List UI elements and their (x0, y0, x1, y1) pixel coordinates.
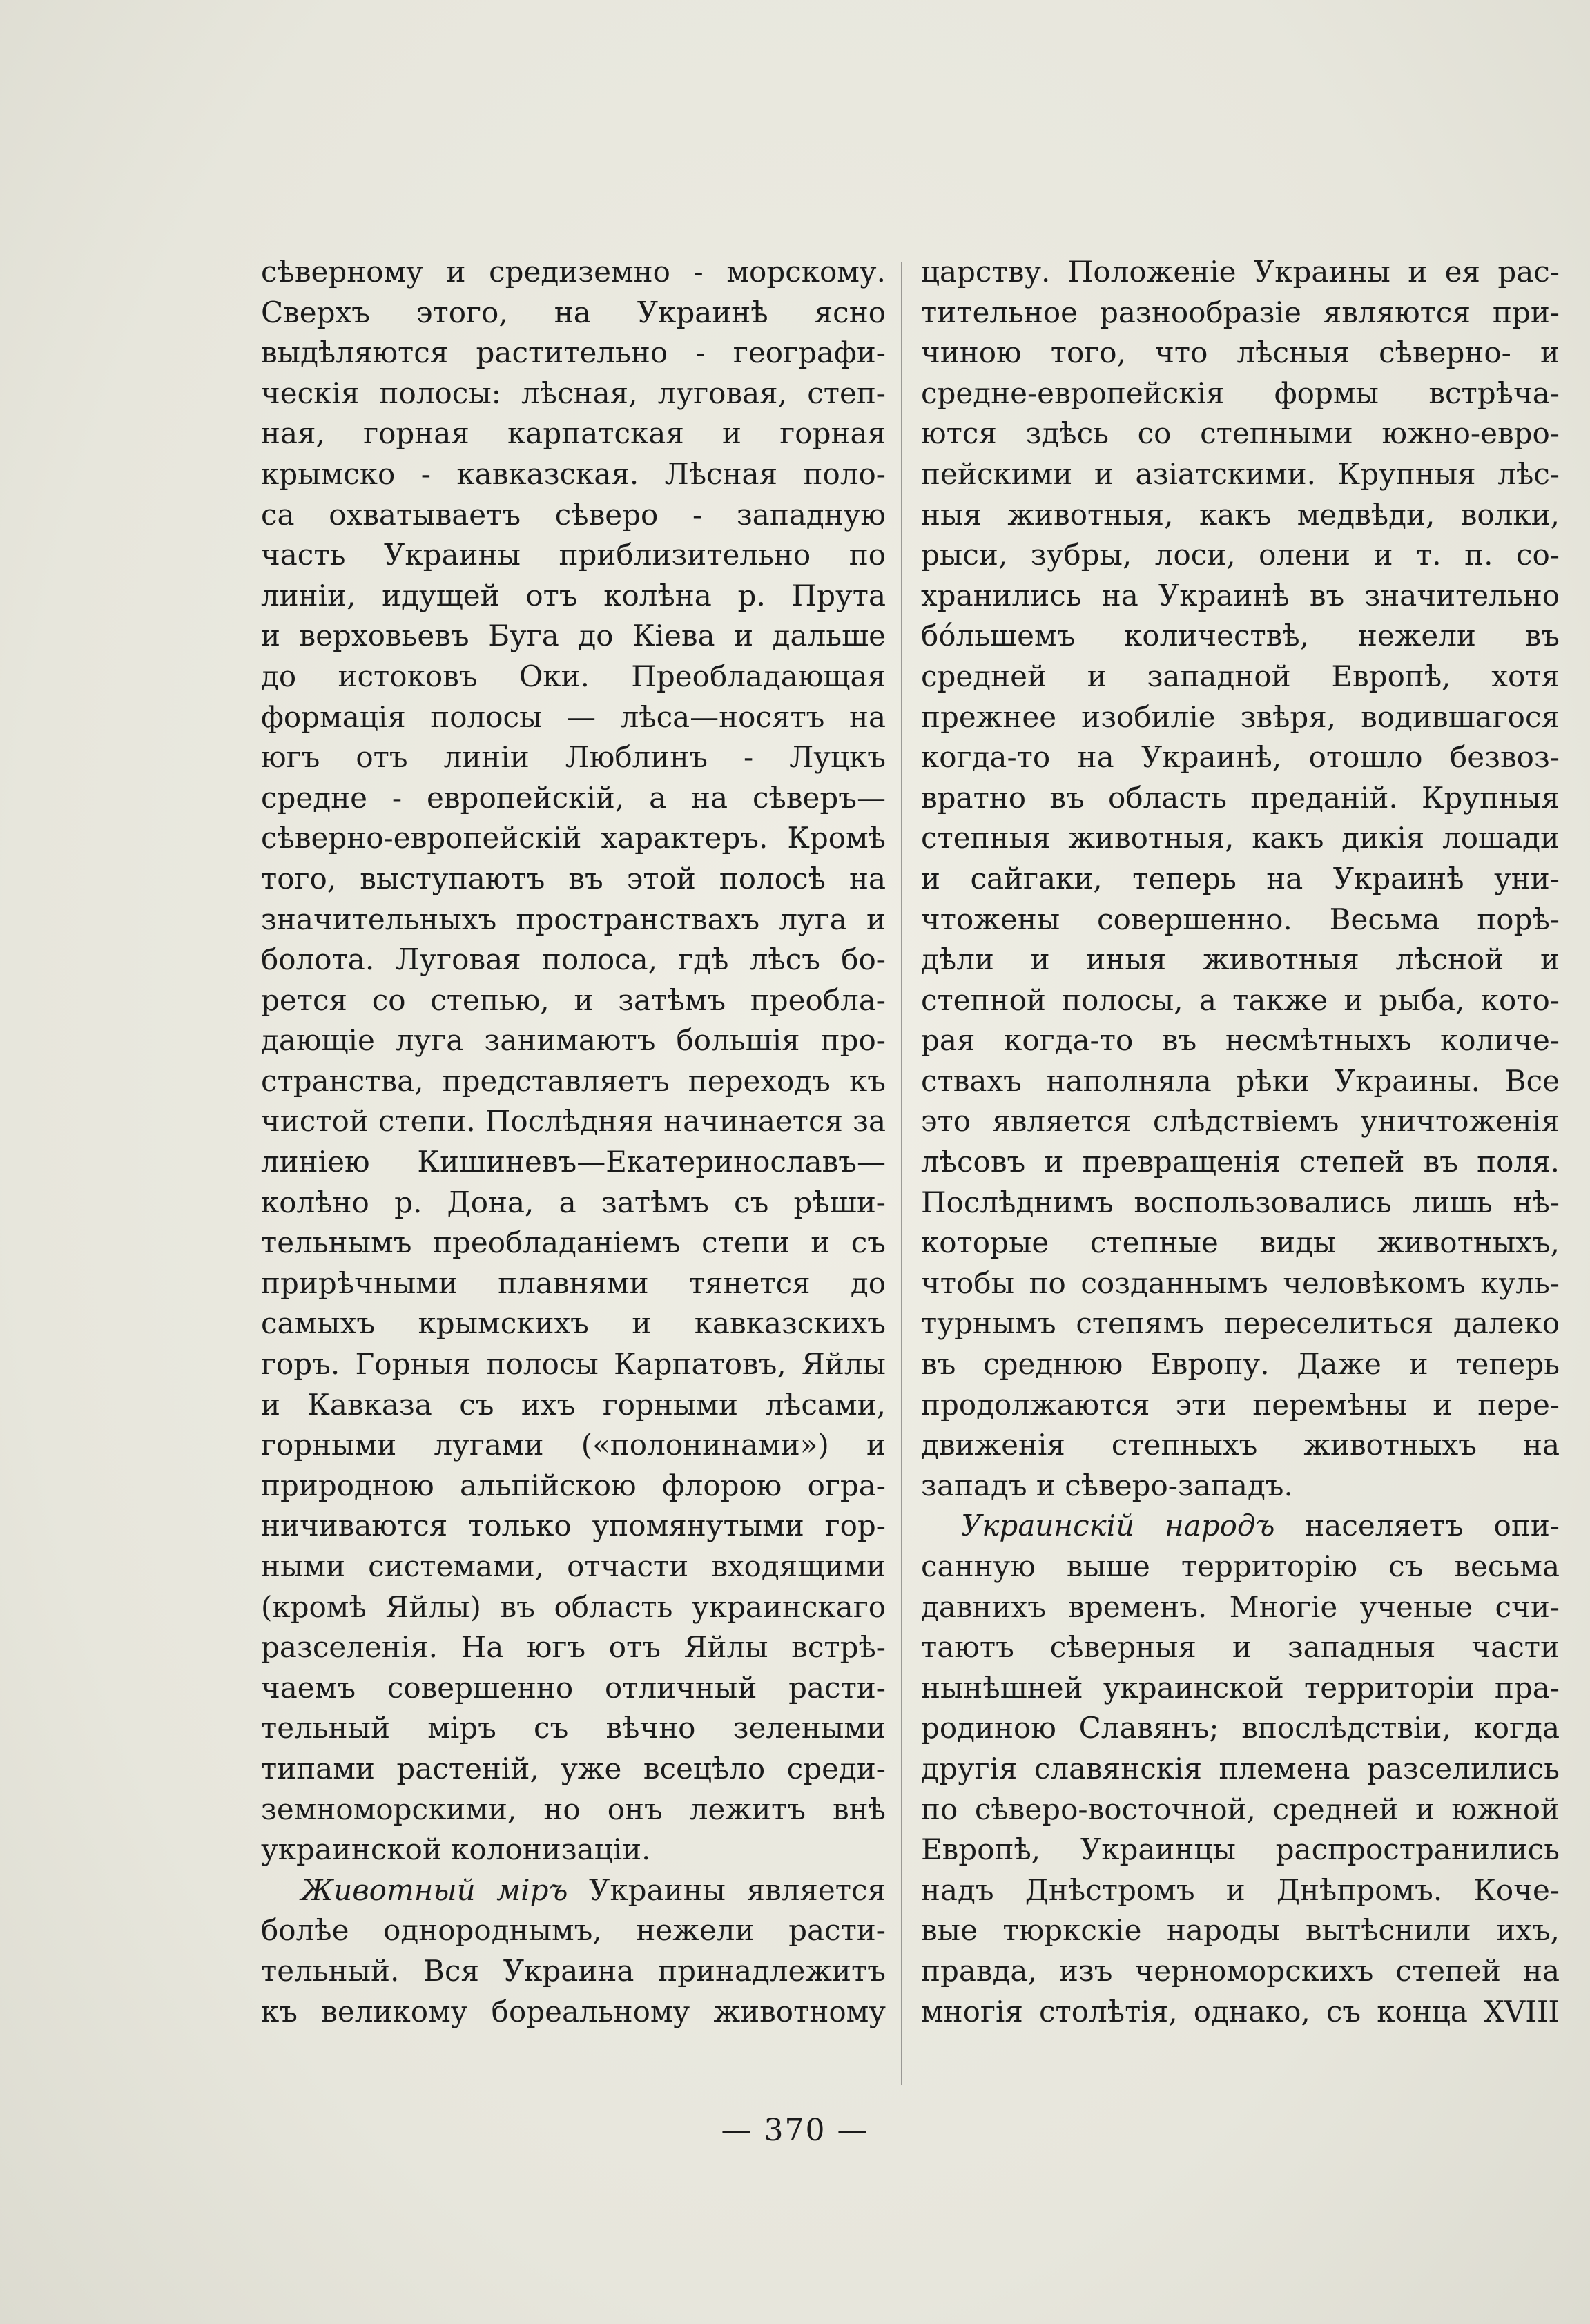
right-text-column (921, 252, 1560, 2032)
text-line (921, 1425, 1560, 1466)
line-text: тительное разнообразіе являются при- (921, 295, 1560, 329)
text-line (921, 1870, 1560, 1911)
line-text: земноморскими, но онъ лежитъ внѣ (261, 1792, 886, 1826)
line-text: болѣе однороднымъ, нежели расти- (261, 1913, 886, 1948)
text-line (921, 657, 1560, 697)
text-line (921, 374, 1560, 414)
text-line (921, 1061, 1560, 1102)
text-line (921, 1385, 1560, 1426)
line-text: многія столѣтія, однако, съ конца XVIII (921, 1994, 1560, 2028)
text-line (921, 1101, 1560, 1142)
text-line (261, 1061, 886, 1102)
text-line (261, 940, 886, 980)
text-line (261, 252, 886, 293)
line-text: прежнее изобиліе звѣря, водившагося (921, 699, 1560, 734)
line-text: чиною того, что лѣсныя сѣверно- и (921, 336, 1560, 370)
text-line (261, 1708, 886, 1749)
line-text: тельный. Вся Украина принадлежитъ (261, 1953, 886, 1988)
text-line (261, 374, 886, 414)
line-text: къ великому бореальному животному (261, 1994, 886, 2028)
text-line (261, 818, 886, 859)
text-line (921, 414, 1560, 454)
text-line (261, 1951, 886, 1992)
text-line (921, 454, 1560, 495)
line-text: значительныхъ пространствахъ луга и (261, 902, 886, 936)
text-line (261, 697, 886, 738)
line-text: средней и западной Европѣ, хотя (921, 659, 1560, 693)
text-line (261, 495, 886, 536)
line-text: хранились на Украинѣ въ значительно (921, 578, 1560, 612)
line-text: въ среднюю Европу. Даже и теперь (921, 1347, 1560, 1382)
text-line (921, 1142, 1560, 1183)
line-text: тельнымъ преобладаніемъ степи и съ (261, 1226, 886, 1260)
text-line (261, 1020, 886, 1061)
line-text: средне - европейскій, а на сѣверъ— (261, 780, 886, 815)
line-text: ныя животныя, какъ медвѣди, волки, (921, 497, 1560, 532)
text-line (261, 859, 886, 900)
text-line (261, 1304, 886, 1344)
line-text: и Кавказа съ ихъ горными лѣсами, (261, 1387, 886, 1422)
line-text: степныя животныя, какъ дикія лошади (921, 821, 1560, 855)
text-line (261, 1547, 886, 1587)
line-text: самыхъ крымскихъ и кавказскихъ (261, 1306, 886, 1341)
line-text: по сѣверо-восточной, средней и южной (921, 1792, 1560, 1826)
text-line (921, 616, 1560, 657)
line-text: санную выше территорію съ весьма (921, 1549, 1560, 1583)
line-text: украинской колонизаціи. (261, 1832, 651, 1867)
line-text: странства, представляетъ переходъ къ (261, 1063, 886, 1098)
line-text: царству. Положеніе Украины и ея рас- (921, 255, 1560, 289)
text-line (921, 697, 1560, 738)
line-text: другія славянскія племена разселились (921, 1751, 1560, 1785)
text-line (261, 1587, 886, 1628)
line-text: выдѣляются растительно - географи- (261, 336, 886, 370)
line-text: которые степные виды животныхъ, (921, 1226, 1560, 1260)
line-text: линіею Кишиневъ—Екатеринославъ— (261, 1145, 886, 1179)
line-text: разселенія. На югъ отъ Яйлы встрѣ- (261, 1630, 886, 1665)
text-line (921, 1910, 1560, 1951)
line-text: ствахъ наполняла рѣки Украины. Все (921, 1063, 1560, 1098)
text-line (261, 1183, 886, 1223)
line-text: нынѣшней украинской территоріи пра- (921, 1670, 1560, 1705)
text-line (921, 1951, 1560, 1992)
line-text: и сайгаки, теперь на Украинѣ уни- (921, 861, 1560, 895)
line-text: правда, изъ черноморскихъ степей на (921, 1953, 1560, 1988)
left-text-column (261, 252, 886, 2032)
line-text: Сверхъ этого, на Украинѣ ясно (261, 295, 886, 329)
text-line (261, 1263, 886, 1304)
text-line (921, 1547, 1560, 1587)
text-line (261, 657, 886, 697)
text-line (921, 1790, 1560, 1830)
line-text: Украины является (568, 1872, 886, 1907)
line-text: са охватываетъ сѣверо - западную (261, 497, 886, 532)
text-line (261, 333, 886, 374)
text-line (261, 576, 886, 617)
text-line (261, 1385, 886, 1426)
line-text: колѣно р. Дона, а затѣмъ съ рѣши- (261, 1185, 886, 1219)
line-text: дѣли и иныя животныя лѣсной и (921, 942, 1560, 977)
text-line (261, 1466, 886, 1507)
text-line (261, 1425, 886, 1466)
line-text: болота. Луговая полоса, гдѣ лѣсъ бо- (261, 942, 886, 977)
text-line (921, 859, 1560, 900)
line-text: линіи, идущей отъ колѣна р. Прута (261, 578, 886, 612)
line-text: крымско - кавказская. Лѣсная поло- (261, 456, 886, 491)
line-text: западъ и сѣверо-западъ. (921, 1468, 1293, 1502)
line-text: степной полосы, а также и рыба, кото- (921, 982, 1560, 1017)
text-line (261, 778, 886, 819)
line-text: сѣверно-европейскій характеръ. Кромѣ (261, 821, 886, 855)
line-text: населяетъ опи- (1274, 1509, 1560, 1543)
line-text: родиною Славянъ; впослѣдствіи, когда (921, 1711, 1560, 1745)
text-line (921, 778, 1560, 819)
text-line (921, 333, 1560, 374)
text-line (261, 1142, 886, 1183)
line-text: горъ. Горныя полосы Карпатовъ, Яйлы (261, 1347, 886, 1382)
line-text: ными системами, отчасти входящими (261, 1549, 886, 1583)
text-line (921, 980, 1560, 1021)
text-line (261, 900, 886, 940)
text-line (921, 535, 1560, 576)
text-line (921, 1749, 1560, 1790)
line-text: давнихъ временъ. Многіе ученые счи- (921, 1589, 1560, 1624)
line-text: часть Украины приблизительно по (261, 538, 886, 572)
text-line (921, 737, 1560, 778)
text-line (261, 1790, 886, 1830)
text-line (921, 1830, 1560, 1870)
text-line (261, 980, 886, 1021)
text-line (261, 1668, 886, 1709)
line-text: надъ Днѣстромъ и Днѣпромъ. Коче- (921, 1872, 1560, 1907)
text-line (261, 293, 886, 333)
line-text: формація полосы — лѣса—носятъ на (261, 699, 886, 734)
text-line (921, 1708, 1560, 1749)
text-line (921, 1304, 1560, 1344)
text-line (261, 1749, 886, 1790)
line-text: чтожены совершенно. Весьма порѣ- (921, 902, 1560, 936)
line-text: ческія полосы: лѣсная, луговая, степ- (261, 376, 886, 410)
text-line (921, 1263, 1560, 1304)
page-number: — 370 — (721, 2113, 869, 2148)
text-line (921, 818, 1560, 859)
text-line (921, 940, 1560, 980)
line-text: горными лугами («полонинами») и (261, 1428, 886, 1462)
text-line (921, 1668, 1560, 1709)
line-text: ются здѣсь со степными южно-евро- (921, 416, 1560, 451)
text-line (261, 1870, 886, 1911)
italic-heading: Украинскій народъ (961, 1509, 1275, 1543)
line-text: бóльшемъ количествѣ, нежели въ (921, 619, 1560, 653)
line-text: рется со степью, и затѣмъ преобла- (261, 982, 886, 1017)
line-text: (кромѣ Яйлы) въ область украинскаго (261, 1589, 886, 1624)
line-text: средне-европейскія формы встрѣча- (921, 376, 1560, 410)
line-text: пейскими и азіатскими. Крупныя лѣс- (921, 456, 1560, 491)
text-line (921, 1627, 1560, 1668)
text-line (921, 1587, 1560, 1628)
line-text: вратно въ область преданій. Крупныя (921, 780, 1560, 815)
line-text: Послѣднимъ воспользовались лишь нѣ- (921, 1185, 1560, 1219)
text-line (261, 1627, 886, 1668)
line-text: когда-то на Украинѣ, отошло безвоз- (921, 740, 1560, 775)
text-line (261, 1223, 886, 1263)
text-line (261, 1910, 886, 1951)
text-line (921, 576, 1560, 617)
line-text: чистой степи. Послѣдняя начинается за (261, 1104, 886, 1139)
line-text: тельный міръ съ вѣчно зелеными (261, 1711, 886, 1745)
line-text: рыси, зубры, лоси, олени и т. п. со- (921, 538, 1560, 572)
line-text: природною альпійскою флорою огра- (261, 1468, 886, 1502)
line-text: турнымъ степямъ переселиться далеко (921, 1306, 1560, 1341)
text-line (921, 900, 1560, 940)
line-text: продолжаются эти перемѣны и пере- (921, 1387, 1560, 1422)
text-line (921, 1020, 1560, 1061)
line-text: рая когда-то въ несмѣтныхъ количе- (921, 1023, 1560, 1058)
text-line (921, 1223, 1560, 1263)
line-text: прирѣчными плавнями тянется до (261, 1266, 886, 1300)
line-text: сѣверному и средиземно - морскому. (261, 255, 886, 289)
line-text: и верховьевъ Буга до Кіева и дальше (261, 619, 886, 653)
line-text: Европѣ, Украинцы распространились (921, 1832, 1560, 1867)
text-line (261, 737, 886, 778)
text-line (921, 1466, 1560, 1507)
line-text: ная, горная карпатская и горная (261, 416, 886, 451)
text-line (921, 293, 1560, 333)
line-text: до истоковъ Оки. Преобладающая (261, 659, 886, 693)
italic-heading: Животный міръ (301, 1872, 568, 1907)
text-line (261, 1830, 886, 1870)
line-text: таютъ сѣверныя и западныя части (921, 1630, 1560, 1665)
line-text: вые тюркскіе народы вытѣснили ихъ, (921, 1913, 1560, 1948)
line-text: чтобы по созданнымъ человѣкомъ куль- (921, 1266, 1560, 1300)
line-text: ничиваются только упомянутыми гор- (261, 1509, 886, 1543)
text-line (261, 454, 886, 495)
text-line (921, 1992, 1560, 2033)
line-text: движенія степныхъ животныхъ на (921, 1428, 1560, 1462)
line-text: это является слѣдствіемъ уничтоженія (921, 1104, 1560, 1139)
column-divider (901, 262, 902, 2085)
text-line (921, 495, 1560, 536)
text-line (921, 1344, 1560, 1385)
text-line (921, 1506, 1560, 1547)
text-line (921, 1183, 1560, 1223)
text-line (921, 252, 1560, 293)
text-line (261, 1992, 886, 2033)
line-text: того, выступаютъ въ этой полосѣ на (261, 861, 886, 895)
text-line (261, 535, 886, 576)
text-line (261, 414, 886, 454)
line-text: дающіе луга занимаютъ большія про- (261, 1023, 886, 1058)
text-line (261, 1344, 886, 1385)
line-text: лѣсовъ и превращенія степей въ поля. (921, 1145, 1560, 1179)
text-line (261, 1506, 886, 1547)
line-text: югъ отъ линіи Люблинъ - Луцкъ (261, 740, 886, 775)
line-text: чаемъ совершенно отличный расти- (261, 1670, 886, 1705)
text-line (261, 616, 886, 657)
line-text: типами растеній, уже всецѣло среди- (261, 1751, 886, 1785)
text-line (261, 1101, 886, 1142)
